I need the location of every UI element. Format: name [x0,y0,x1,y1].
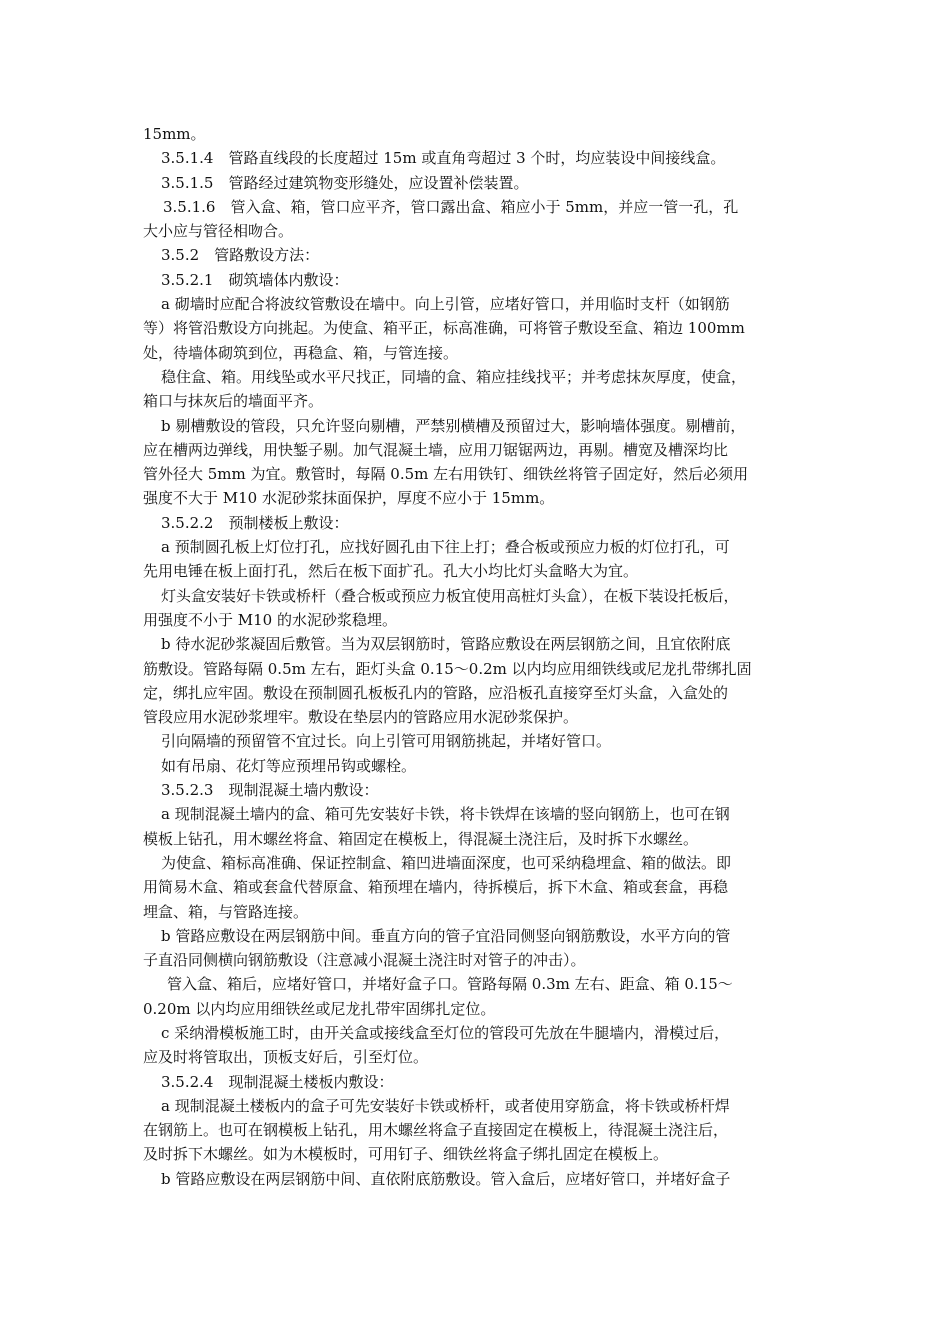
text-line: 箱口与抹灰后的墙面平齐。 [143,392,324,411]
text-line: 在钢筋上。也可在钢模板上钻孔，用木螺丝将盒子直接固定在模板上，待混凝土浇注后， [143,1121,729,1140]
text-line: 管外径大 5mm 为宜。敷管时，每隔 0.5m 左右用铁钉、细铁丝将管子固定好，然后必须用 [143,465,749,484]
clause-3-5-2-1: 3.5.2.1 砌筑墙体内敷设： [161,270,349,289]
text-line: b 管路应敷设在两层钢筋中间。垂直方向的管子宜沿同侧竖向钢筋敷设，水平方向的管 [161,926,731,945]
text-line: a 砌墙时应配合将波纹管敷设在墙中。向上引管，应堵好管口，并用临时支杆（如钢筋 [161,295,730,314]
document-body [143,122,811,1191]
text-line: 筋敷设。管路每隔 0.5m 左右，距灯头盒 0.15～0.2m 以内均应用细铁线或尼龙扎带绑扎固 [143,659,752,678]
clause-3-5-2-2: 3.5.2.2 预制楼板上敷设： [161,513,349,532]
text-line: 灯头盒安装好卡铁或桥杆（叠合板或预应力板宜使用高桩灯头盒），在板下装设托板后， [161,586,739,605]
text-line: 0.20m 以内均应用细铁丝或尼龙扎带牢固绑扎定位。 [143,999,496,1018]
clause-3-5-2-3: 3.5.2.3 现制混凝土墙内敷设： [161,781,379,800]
text-line: 子直沿同侧横向钢筋敷设（注意减小混凝土浇注时对管子的冲击）。 [143,951,586,970]
text-line: 处，待墙体砌筑到位，再稳盒、箱，与管连接。 [143,343,459,362]
clause-3-5-2-4: 3.5.2.4 现制混凝土楼板内敷设： [161,1072,394,1091]
text-line: b 待水泥砂浆凝固后敷管。当为双层钢筋时，管路应敷设在两层钢筋之间，且宜依附底 [161,635,731,654]
text-line: 用简易木盒、箱或套盒代替原盒、箱预埋在墙内，待拆模后，拆下木盒、箱或套盒，再稳 [143,878,729,897]
text-line: 大小应与管径相吻合。 [143,222,294,241]
clause-3-5-1-6: 3.5.1.6 管入盒、箱，管口应平齐，管口露出盒、箱应小于 5mm，并应一管一孔，孔 [163,197,739,216]
text-line: 如有吊扇、花灯等应预埋吊钩或螺栓。 [161,756,417,775]
section-3-5-2-heading: 3.5.2 管路敷设方法： [161,246,320,265]
text-line: 稳住盒、箱。用线坠或水平尺找正，同墙的盒、箱应挂线找平；并考虑抹灰厚度，使盒， [161,367,747,386]
text-line: 等）将管沿敷设方向挑起。为使盒、箱平正，标高准确，可将管子敷设至盒、箱边 100mm [143,319,745,338]
text-line: 模板上钻孔，用木螺丝将盒、箱固定在模板上，得混凝土浇注后，及时拆下水螺丝。 [143,829,699,848]
text-line: 用强度不小于 M10 的水泥砂浆稳埋。 [143,610,397,629]
text-line: 应在槽两边弹线，用快錾子剔。加气混凝土墙，应用刀锯锯两边，再剔。槽宽及槽深均比 [143,440,729,459]
text-line: 及时拆下木螺丝。如为木模板时，可用钉子、细铁丝将盒子绑扎固定在模板上。 [143,1145,669,1164]
text-line: 管入盒、箱后，应堵好管口，并堵好盒子口。管路每隔 0.3m 左右、距盒、箱 0.15～ [167,975,733,994]
text-line: 先用电锤在板上面打孔，然后在板下面扩孔。孔大小均比灯头盒略大为宜。 [143,562,639,581]
text-line: 定，绑扎应牢固。敷设在预制圆孔板板孔内的管路，应沿板孔直接穿至灯头盒，入盒处的 [143,683,729,702]
text-line: 强度不大于 M10 水泥砂浆抹面保护，厚度不应小于 15mm。 [143,489,555,508]
text-line: a 现制混凝土楼板内的盒子可先安装好卡铁或桥杆，或者使用穿筋盒，将卡铁或桥杆焊 [161,1096,730,1115]
text-line: b 剔槽敷设的管段，只允许竖向剔槽，严禁别横槽及预留过大，影响墙体强度。剔槽前， [161,416,746,435]
text-line: b 管路应敷设在两层钢筋中间、直依附底筋敷设。管入盒后，应堵好管口，并堵好盒子 [161,1169,731,1188]
text-line: a 现制混凝土墙内的盒、箱可先安装好卡铁，将卡铁焊在该墙的竖向钢筋上，也可在钢 [161,805,730,824]
text-line: 应及时将管取出，顶板支好后，引至灯位。 [143,1048,429,1067]
text-line: 引向隔墙的预留管不宜过长。向上引管可用钢筋挑起，并堵好管口。 [161,732,612,751]
text-line: a 预制圆孔板上灯位打孔，应找好圆孔由下往上打；叠合板或预应力板的灯位打孔，可 [161,538,730,557]
text-line: 15mm。 [143,125,206,143]
text-line: 为使盒、箱标高准确、保证控制盒、箱凹进墙面深度，也可采纳稳埋盒、箱的做法。即 [161,853,732,872]
clause-3-5-1-4: 3.5.1.4 管路直线段的长度超过 15m 或直角弯超过 3 个时，均应装设中间接线盒。 [161,149,726,168]
text-line: 管段应用水泥砂浆埋牢。敷设在垫层内的管路应用水泥砂浆保护。 [143,708,579,727]
text-line: 埋盒、箱，与管路连接。 [143,902,309,921]
text-line: c 采纳滑模板施工时，由开关盒或接线盒至灯位的管段可先放在牛腿墙内，滑模过后， [161,1023,730,1042]
clause-3-5-1-5: 3.5.1.5 管路经过建筑物变形缝处，应设置补偿装置。 [161,173,529,192]
